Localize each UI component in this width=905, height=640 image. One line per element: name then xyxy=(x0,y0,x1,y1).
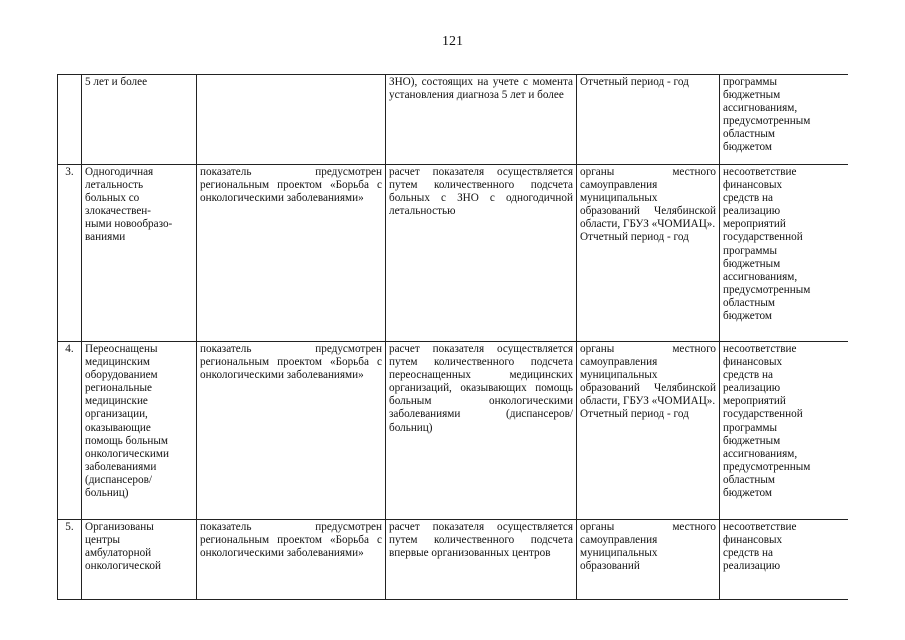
risk-description-cell: программы бюджетным ассигнованиям, предусмотренным областным бюджетом xyxy=(720,75,849,165)
page-number: 121 xyxy=(442,34,463,49)
indicator-name-cell: Организованы центры амбулаторной онкологической xyxy=(82,520,197,600)
risk-description-cell: несоответствие финансовых средств на реализацию мероприятий государственной программы бюджетным ассигнованиям, предусмотренным областным бюджетом xyxy=(720,342,849,520)
data-source-cell: органы местного самоуправления муниципальных образований Челябинской области, ГБУЗ «ЧОМИАЦ». Отчетный период - год xyxy=(577,342,720,520)
calculation-method-cell: расчет показателя осуществляется путем количественного подсчета переоснащенных медицинских организаций, оказывающих помощь больным онкологическими заболеваниями (диспансеров/больниц) xyxy=(386,342,577,520)
indicator-table xyxy=(57,74,848,600)
indicator-name-cell: Одногодичная летальность больных со злокачествен- ными новообразо- ваниями xyxy=(82,165,197,342)
indicator-definition-cell xyxy=(197,75,386,165)
row-number-cell: 5. xyxy=(58,520,82,600)
data-source-cell: органы местного самоуправления муниципальных образований Челябинской области, ГБУЗ «ЧОМИАЦ». Отчетный период - год xyxy=(577,165,720,342)
row-number-cell: 3. xyxy=(58,165,82,342)
table-row xyxy=(58,75,849,165)
indicator-definition-cell: показатель предусмотрен региональным проектом «Борьба с онкологическими заболеваниями» xyxy=(197,342,386,520)
indicator-table-container xyxy=(57,74,848,640)
risk-description-cell: несоответствие финансовых средств на реализацию мероприятий государственной программы бюджетным ассигнованиям, предусмотренным областным бюджетом xyxy=(720,165,849,342)
table-row xyxy=(58,520,849,600)
row-number-cell xyxy=(58,75,82,165)
indicator-name-cell: 5 лет и более xyxy=(82,75,197,165)
calculation-method-cell: ЗНО), состоящих на учете с момента установления диагноза 5 лет и более xyxy=(386,75,577,165)
data-source-cell: органы местного самоуправления муниципальных образований xyxy=(577,520,720,600)
indicator-name-cell: Переоснащены медицинским оборудованием региональные медицинские организации, оказывающие помощь больным онкологическими заболеваниями (диспансеров/ больниц) xyxy=(82,342,197,520)
calculation-method-cell: расчет показателя осуществляется путем количественного подсчета впервые организованных центров xyxy=(386,520,577,600)
table-row xyxy=(58,342,849,520)
risk-description-cell: несоответствие финансовых средств на реализацию xyxy=(720,520,849,600)
table-row xyxy=(58,165,849,342)
data-source-cell: Отчетный период - год xyxy=(577,75,720,165)
calculation-method-cell: расчет показателя осуществляется путем количественного подсчета больных с ЗНО с одногодичной летальностью xyxy=(386,165,577,342)
row-number-cell: 4. xyxy=(58,342,82,520)
indicator-definition-cell: показатель предусмотрен региональным проектом «Борьба с онкологическими заболеваниями» xyxy=(197,520,386,600)
indicator-definition-cell: показатель предусмотрен региональным проектом «Борьба с онкологическими заболеваниями» xyxy=(197,165,386,342)
